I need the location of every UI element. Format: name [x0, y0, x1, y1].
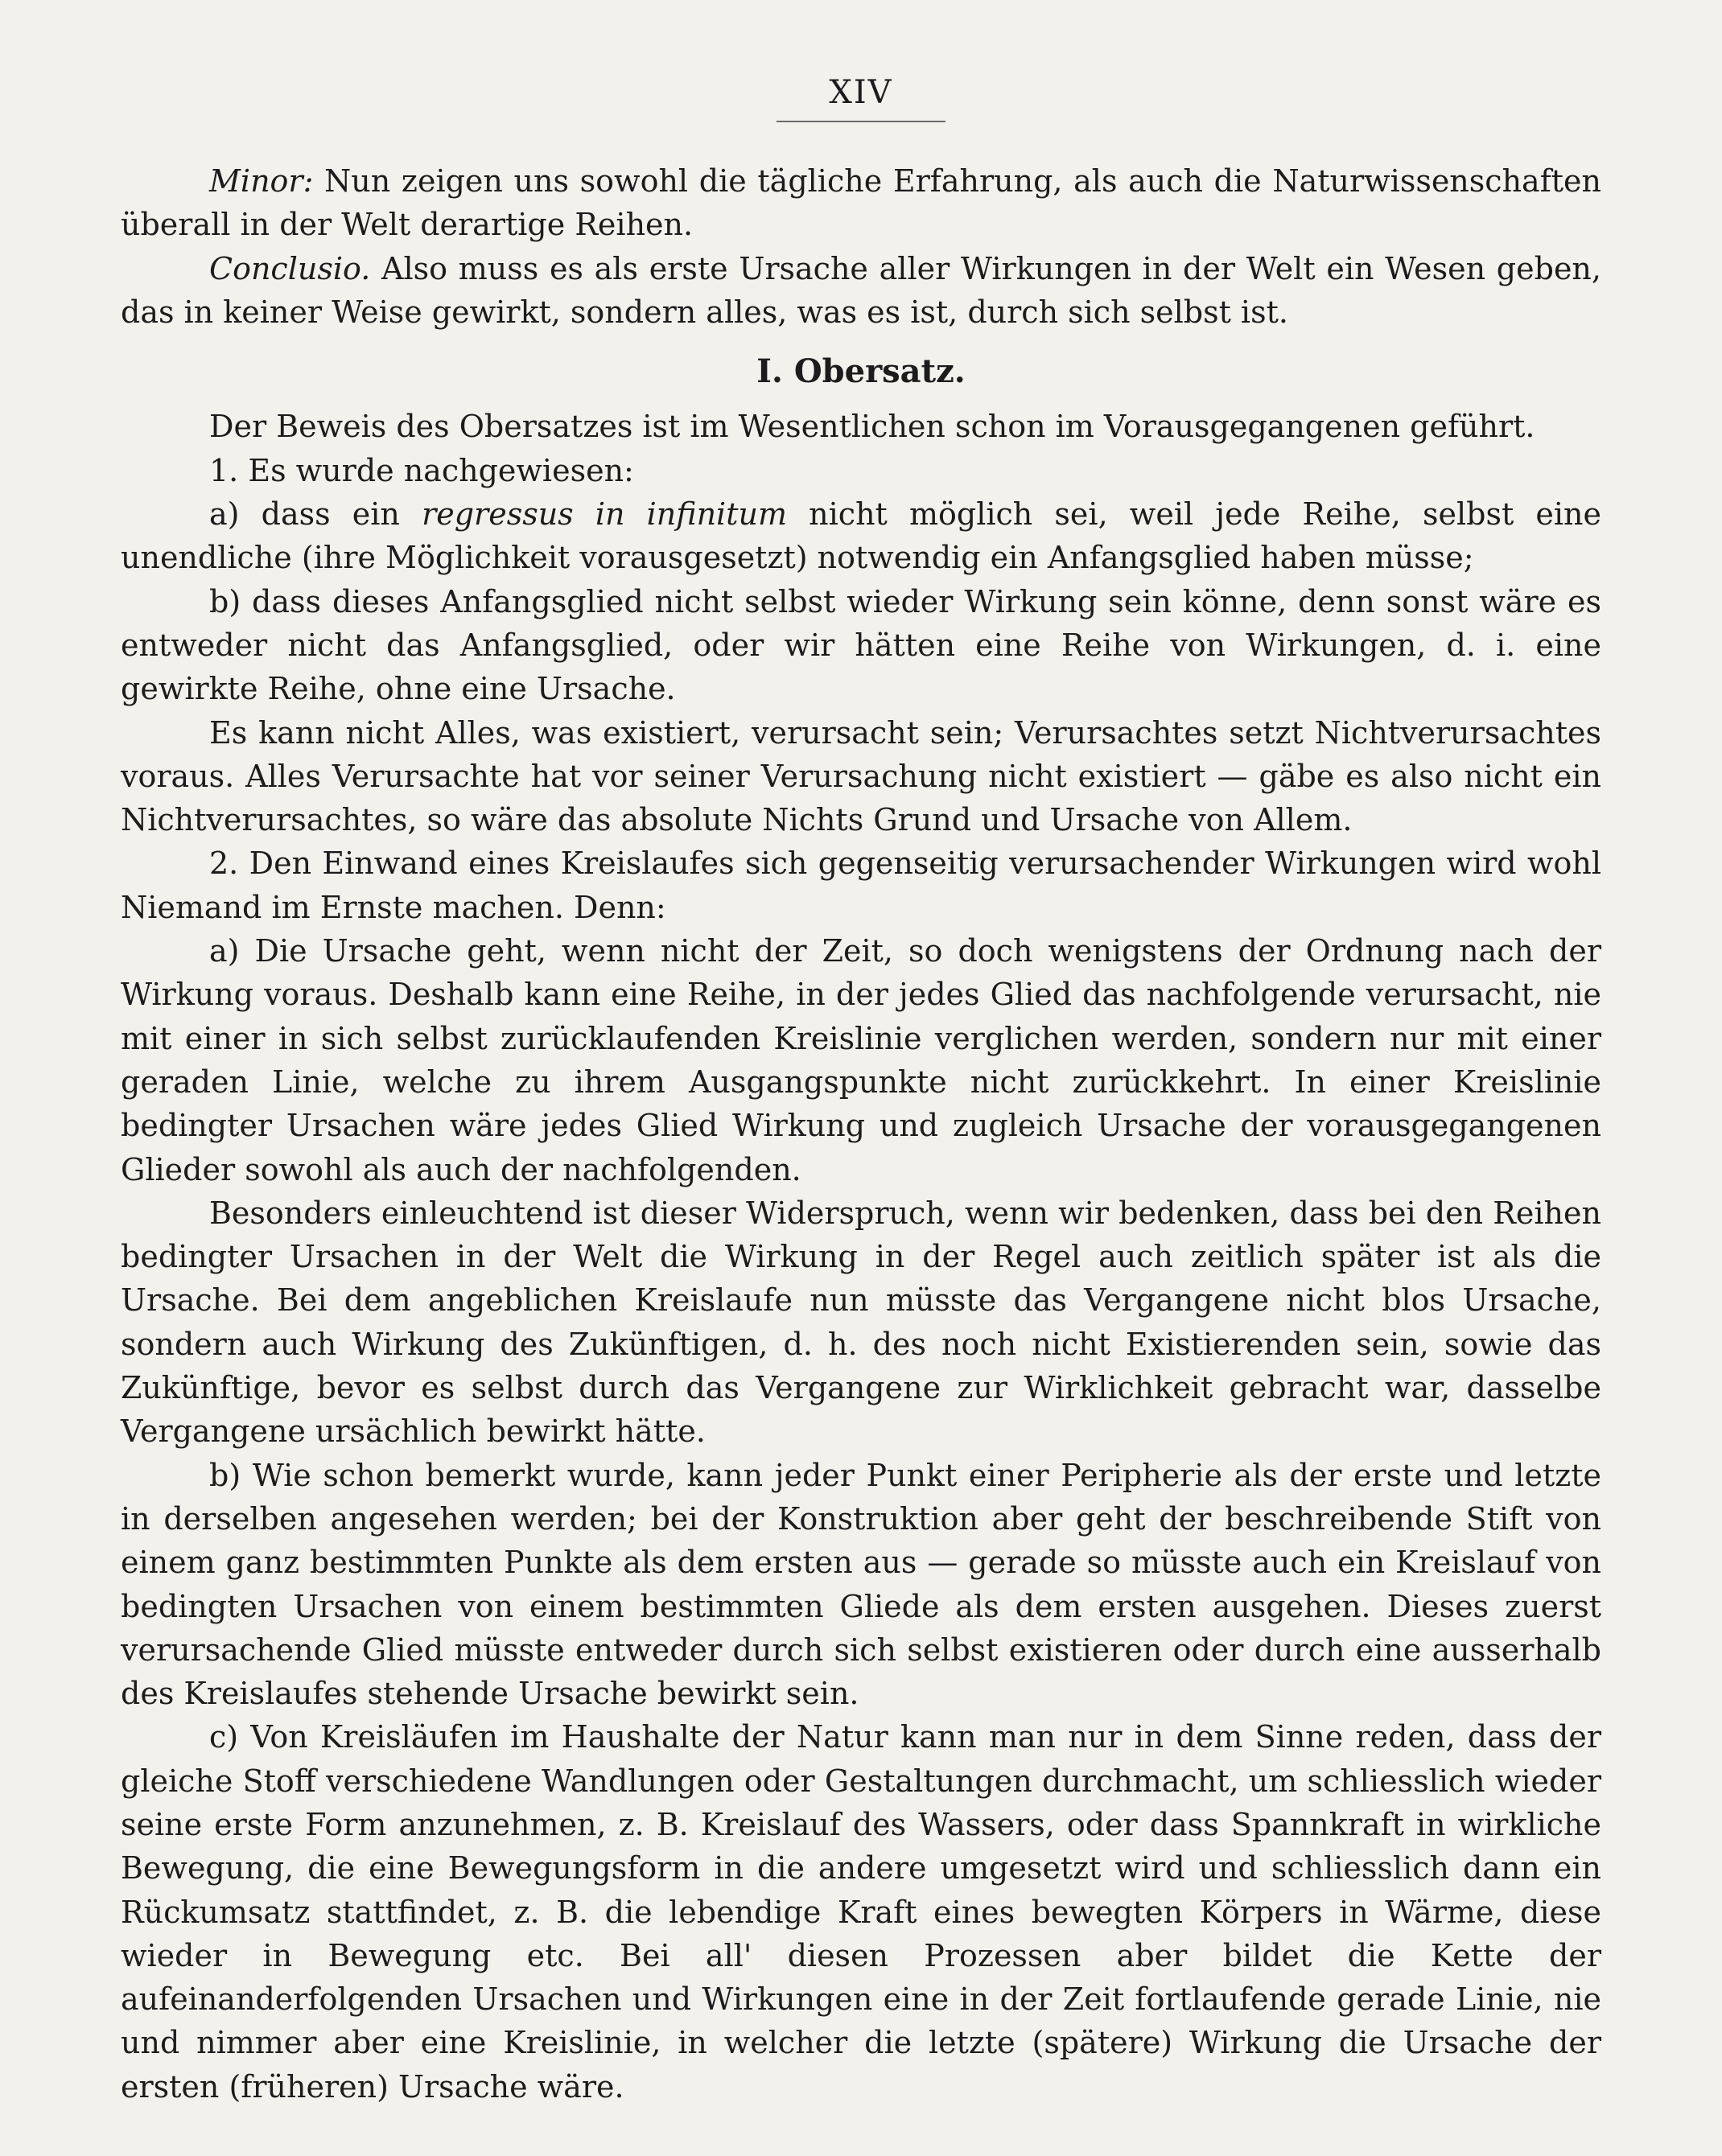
- paragraph: 1. Es wurde nachgewiesen:: [209, 452, 634, 488]
- paragraph: Es kann nicht Alles, was existiert, verursacht sein; Verursachtes setzt Nichtverursachtes voraus. Alles Verursachte hat vor seiner Verursachung nicht existiert — gäbe es also nicht ein Nichtverursachtes, so wäre das absolute Nichts Grund und Ursache von Allem.: [121, 714, 1601, 838]
- paragraph: b) Wie schon bemerkt wurde, kann jeder Punkt einer Peripherie als der erste und letzte in derselben angesehen werden; bei der Konstruktion aber geht der beschreibende Stift von einem ganz bestimmten Punkte als dem ersten aus — gerade so müsste auch ein Kreislauf von bedingten Ursachen von einem bestimmten Gliede als dem ersten ausgehen. Dieses zuerst verursachende Glied müsste entweder durch sich selbst existieren oder durch eine ausserhalb des Kreislaufes stehende Ursache bewirkt sein.: [121, 1457, 1601, 1712]
- page-body: [121, 159, 1601, 2109]
- book-page: [121, 0, 1601, 2156]
- lead-minor: Minor:: [209, 163, 314, 199]
- paragraph: b) dass dieses Anfangsglied nicht selbst wieder Wirkung sein könne, denn sonst wäre es entweder nicht das Anfangsglied, oder wir hätten eine Reihe von Wirkungen, d. i. eine gewirkte Reihe, ohne eine Ursache.: [121, 583, 1601, 707]
- paragraph-minor: Minor: Nun zeigen uns sowohl die tägliche Erfahrung, als auch die Naturwissenschaften überall in der Welt derartige Reihen.: [121, 163, 1601, 243]
- paragraph: Der Beweis des Obersatzes ist im Wesentlichen schon im Vorausgegangenen geführt.: [209, 409, 1535, 445]
- paragraph: Besonders einleuchtend ist dieser Widerspruch, wenn wir bedenken, dass bei den Reihen bedingter Ursachen in der Welt die Wirkung in der Regel auch zeitlich später ist als die Ursache. Bei dem angeblichen Kreislaufe nun müsste das Vergangene nicht blos Ursache, sondern auch Wirkung des Zukünftigen, d. h. des noch nicht Existierenden sein, sowie das Zukünftige, bevor es selbst durch das Vergangene zur Wirklichkeit gebracht war, dasselbe Vergangene ursächlich bewirkt hätte.: [121, 1195, 1601, 1450]
- paragraph: 2. Den Einwand eines Kreislaufes sich gegenseitig verursachender Wirkungen wird wohl Niemand im Ernste machen. Denn:: [121, 846, 1601, 925]
- page-number: XIV: [829, 74, 893, 111]
- header-rule: [777, 121, 945, 122]
- lead-conclusio: Conclusio.: [209, 250, 371, 286]
- paragraph: a) Die Ursache geht, wenn nicht der Zeit, so doch wenigstens der Ordnung nach der Wirkung voraus. Deshalb kann eine Reihe, in der jedes Glied das nachfolgende verursacht, nie mit einer in sich selbst zurücklaufenden Kreislinie verglichen werden, sondern nur mit einer geraden Linie, welche zu ihrem Ausgangspunkte nicht zurückkehrt. In einer Kreislinie bedingter Ursachen wäre jedes Glied Wirkung und zugleich Ursache der vorausgegangenen Glieder sowohl als auch der nachfolgenden.: [121, 933, 1601, 1187]
- paragraph: c) Von Kreisläufen im Haushalte der Natur kann man nur in dem Sinne reden, dass der gleiche Stoff verschiedene Wandlungen oder Gestaltungen durchmacht, um schliesslich wieder seine erste Form anzunehmen, z. B. Kreislauf des Wassers, oder dass Spannkraft in wirkliche Bewegung, die eine Bewegungsform in die andere umgesetzt wird und schliesslich dann ein Rückumsatz stattfindet, z. B. die lebendige Kraft eines bewegten Körpers in Wärme, diese wieder in Bewegung etc. Bei all' diesen Prozessen aber bildet die Kette der aufeinanderfolgenden Ursachen und Wirkungen eine in der Zeit fortlaufende gerade Linie, nie und nimmer aber eine Kreislinie, in welcher die letzte (spätere) Wirkung die Ursache der ersten (früheren) Ursache wäre.: [121, 1719, 1601, 2105]
- latin-term: regressus in infinitum: [422, 496, 787, 533]
- section-heading: I. Obersatz.: [756, 352, 966, 391]
- paragraph: a) dass ein regressus in infinitum nicht möglich sei, weil jede Reihe, selbst eine unendliche (ihre Möglichkeit vorausgesetzt) notwendig ein Anfangsglied haben müsse;: [121, 496, 1601, 576]
- paragraph-conclusio: Conclusio. Also muss es als erste Ursache aller Wirkungen in der Welt ein Wesen geben, das in keiner Weise gewirkt, sondern alles, was es ist, durch sich selbst ist.: [121, 250, 1601, 330]
